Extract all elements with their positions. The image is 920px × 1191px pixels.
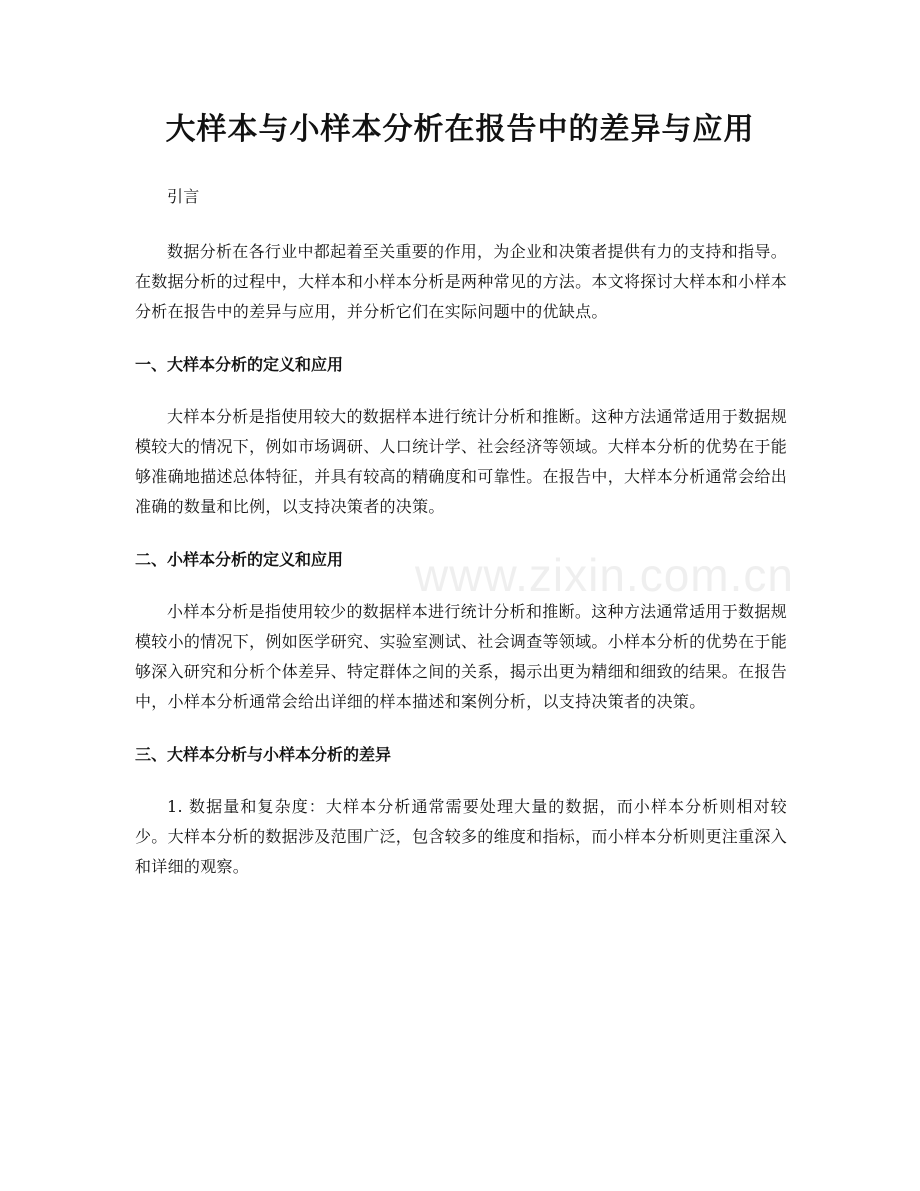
section-1-paragraph: 大样本分析是指使用较大的数据样本进行统计分析和推断。这种方法通常适用于数据规模较大的情况下，例如市场调研、人口统计学、社会经济等领域。大样本分析的优势在于能够准确地描述总体特征，并具有较高的精确度和可靠性。在报告中，大样本分析通常会给出准确的数量和比例，以支持决策者的决策。 bbox=[135, 407, 788, 516]
document-body bbox=[135, 182, 787, 905]
intro-paragraph: 数据分析在各行业中都起着至关重要的作用，为企业和决策者提供有力的支持和指导。在数据分析的过程中，大样本和小样本分析是两种常见的方法。本文将探讨大样本和小样本分析在报告中的差异与应用，并分析它们在实际问题中的优缺点。 bbox=[135, 242, 788, 321]
section-3-heading: 三、大样本分析与小样本分析的差异 bbox=[135, 745, 392, 764]
section-2-heading: 二、小样本分析的定义和应用 bbox=[135, 550, 344, 569]
watermark: www.zixin.com.cn bbox=[415, 549, 794, 601]
intro-label: 引言 bbox=[167, 187, 200, 206]
section-1-heading: 一、大样本分析的定义和应用 bbox=[135, 355, 344, 374]
page-title: 大样本与小样本分析在报告中的差异与应用 bbox=[165, 112, 755, 147]
section-2-paragraph: 小样本分析是指使用较少的数据样本进行统计分析和推断。这种方法通常适用于数据规模较小的情况下，例如医学研究、实验室测试、社会调查等领域。小样本分析的优势在于能够深入研究和分析个体差异、特定群体之间的关系，揭示出更为精细和细致的结果。在报告中，小样本分析通常会给出详细的样本描述和案例分析，以支持决策者的决策。 bbox=[135, 602, 788, 711]
section-3-paragraph: 1. 数据量和复杂度：大样本分析通常需要处理大量的数据，而小样本分析则相对较少。大样本分析的数据涉及范围广泛，包含较多的维度和指标，而小样本分析则更注重深入和详细的观察。 bbox=[135, 797, 788, 876]
